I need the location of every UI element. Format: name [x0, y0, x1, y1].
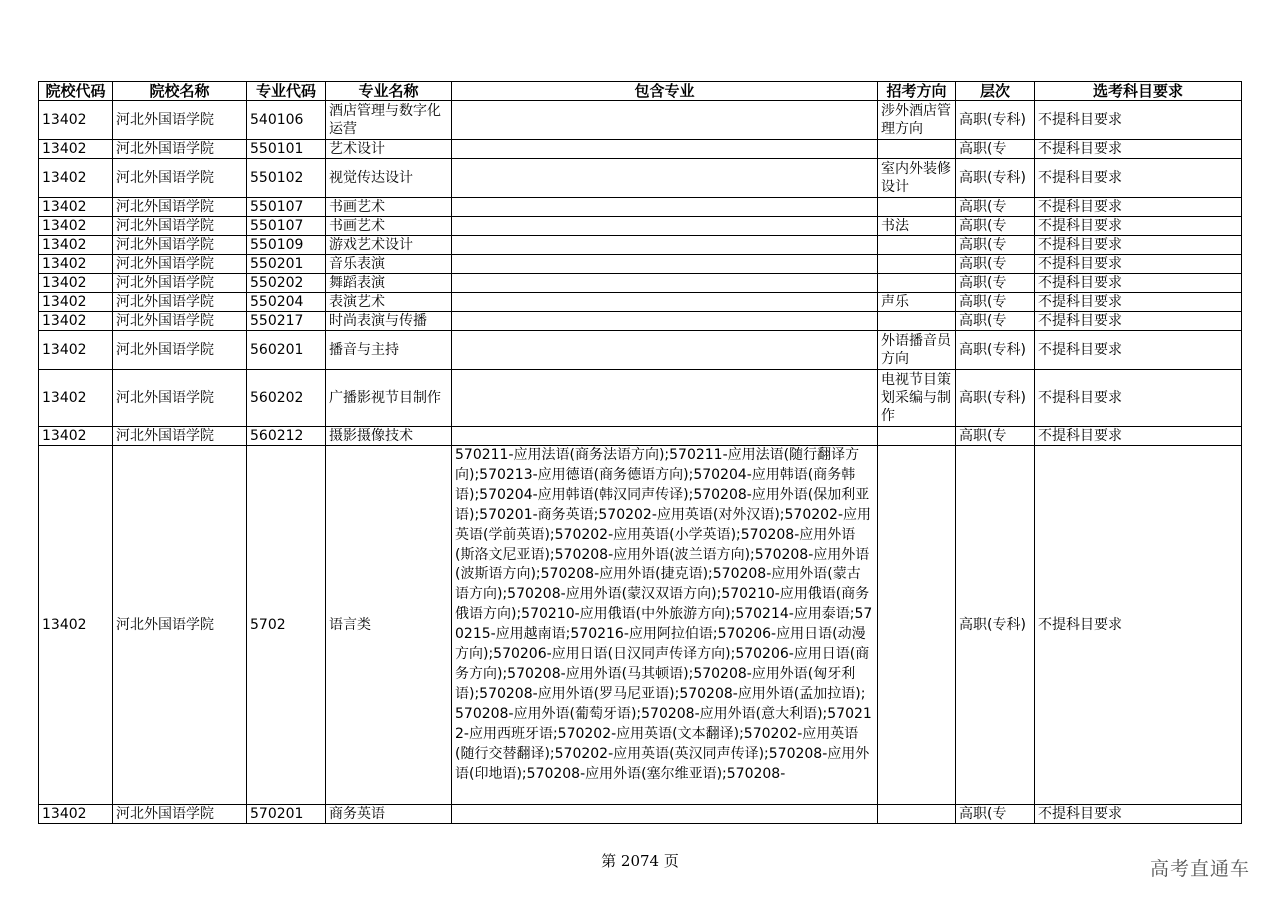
cell-school-code: 13402: [39, 217, 113, 236]
cell-major-code: 550102: [247, 159, 326, 198]
cell-major-code: 550217: [247, 312, 326, 331]
table-row: [39, 198, 1242, 217]
cell-included-majors: [452, 217, 878, 236]
header-subject-requirement: 选考科目要求: [1035, 82, 1242, 101]
table-row: [39, 159, 1242, 198]
cell-major-name: 视觉传达设计: [326, 159, 452, 198]
cell-school-name: 河北外国语学院: [113, 370, 247, 427]
admissions-table: [38, 81, 1242, 824]
table-row: [39, 312, 1242, 331]
table-row: [39, 427, 1242, 446]
cell-direction: 电视节目策划采编与制作: [878, 370, 956, 427]
cell-major-code: 560212: [247, 427, 326, 446]
cell-subject-requirement: 不提科目要求: [1035, 159, 1242, 198]
cell-school-code: 13402: [39, 805, 113, 824]
cell-included-majors: [452, 293, 878, 312]
cell-included-majors: [452, 331, 878, 370]
cell-direction: [878, 427, 956, 446]
table-row: [39, 217, 1242, 236]
cell-school-name: 河北外国语学院: [113, 236, 247, 255]
cell-subject-requirement: 不提科目要求: [1035, 331, 1242, 370]
cell-subject-requirement: 不提科目要求: [1035, 274, 1242, 293]
cell-major-code: 550101: [247, 140, 326, 159]
cell-level: 高职(专: [956, 805, 1035, 824]
cell-level: 高职(专: [956, 293, 1035, 312]
cell-major-name: 广播影视节目制作: [326, 370, 452, 427]
cell-direction: [878, 140, 956, 159]
table-row: [39, 370, 1242, 427]
table-row: [39, 805, 1242, 824]
cell-included-majors: [452, 370, 878, 427]
cell-major-code: 560202: [247, 370, 326, 427]
cell-included-majors: [452, 274, 878, 293]
cell-level: 高职(专: [956, 198, 1035, 217]
cell-included-majors: [452, 805, 878, 824]
cell-direction: [878, 312, 956, 331]
cell-subject-requirement: 不提科目要求: [1035, 446, 1242, 805]
header-major-code: 专业代码: [247, 82, 326, 101]
cell-school-name: 河北外国语学院: [113, 198, 247, 217]
table-row: [39, 255, 1242, 274]
cell-included-majors: [452, 140, 878, 159]
cell-subject-requirement: 不提科目要求: [1035, 236, 1242, 255]
cell-major-code: 560201: [247, 331, 326, 370]
cell-subject-requirement: 不提科目要求: [1035, 312, 1242, 331]
cell-direction: [878, 805, 956, 824]
cell-school-code: 13402: [39, 370, 113, 427]
cell-level: 高职(专科): [956, 101, 1035, 140]
cell-school-code: 13402: [39, 446, 113, 805]
cell-major-name: 游戏艺术设计: [326, 236, 452, 255]
cell-direction: [878, 274, 956, 293]
cell-school-code: 13402: [39, 331, 113, 370]
cell-major-name: 舞蹈表演: [326, 274, 452, 293]
cell-school-code: 13402: [39, 140, 113, 159]
watermark-logo: 高考直通车: [1149, 858, 1250, 880]
cell-major-name: 艺术设计: [326, 140, 452, 159]
header-school-name: 院校名称: [113, 82, 247, 101]
cell-subject-requirement: 不提科目要求: [1035, 101, 1242, 140]
cell-school-name: 河北外国语学院: [113, 446, 247, 805]
cell-level: 高职(专: [956, 427, 1035, 446]
cell-major-name: 表演艺术: [326, 293, 452, 312]
cell-major-name: 摄影摄像技术: [326, 427, 452, 446]
cell-major-code: 550107: [247, 198, 326, 217]
cell-direction: 涉外酒店管理方向: [878, 101, 956, 140]
cell-direction: 声乐: [878, 293, 956, 312]
cell-major-code: 550202: [247, 274, 326, 293]
table-body: [39, 101, 1242, 824]
cell-major-code: 550107: [247, 217, 326, 236]
cell-direction: [878, 446, 956, 805]
header-school-code: 院校代码: [39, 82, 113, 101]
cell-major-name: 时尚表演与传播: [326, 312, 452, 331]
cell-level: 高职(专: [956, 274, 1035, 293]
cell-level: 高职(专科): [956, 331, 1035, 370]
cell-direction: [878, 236, 956, 255]
cell-subject-requirement: 不提科目要求: [1035, 805, 1242, 824]
cell-level: 高职(专: [956, 236, 1035, 255]
cell-level: 高职(专科): [956, 159, 1035, 198]
cell-school-code: 13402: [39, 293, 113, 312]
cell-subject-requirement: 不提科目要求: [1035, 255, 1242, 274]
cell-level: 高职(专: [956, 255, 1035, 274]
cell-school-code: 13402: [39, 198, 113, 217]
cell-level: 高职(专科): [956, 446, 1035, 805]
cell-major-code: 550204: [247, 293, 326, 312]
cell-school-code: 13402: [39, 159, 113, 198]
table-row: [39, 236, 1242, 255]
cell-school-code: 13402: [39, 236, 113, 255]
cell-major-name: 语言类: [326, 446, 452, 805]
cell-subject-requirement: 不提科目要求: [1035, 217, 1242, 236]
cell-subject-requirement: 不提科目要求: [1035, 427, 1242, 446]
cell-school-code: 13402: [39, 274, 113, 293]
cell-major-name: 书画艺术: [326, 217, 452, 236]
cell-included-majors: [452, 236, 878, 255]
cell-school-name: 河北外国语学院: [113, 331, 247, 370]
table-row: [39, 331, 1242, 370]
cell-school-name: 河北外国语学院: [113, 159, 247, 198]
cell-level: 高职(专: [956, 217, 1035, 236]
table-row: [39, 274, 1242, 293]
header-row: [39, 82, 1242, 101]
cell-school-name: 河北外国语学院: [113, 805, 247, 824]
cell-major-code: 550109: [247, 236, 326, 255]
header-direction: 招考方向: [878, 82, 956, 101]
table-row: [39, 101, 1242, 140]
cell-school-code: 13402: [39, 101, 113, 140]
cell-level: 高职(专科): [956, 370, 1035, 427]
cell-direction: [878, 198, 956, 217]
cell-included-majors: [452, 159, 878, 198]
cell-included-majors: [452, 101, 878, 140]
cell-major-name: 音乐表演: [326, 255, 452, 274]
cell-level: 高职(专: [956, 312, 1035, 331]
cell-school-name: 河北外国语学院: [113, 255, 247, 274]
cell-school-name: 河北外国语学院: [113, 274, 247, 293]
table-row: [39, 293, 1242, 312]
cell-school-code: 13402: [39, 255, 113, 274]
cell-major-code: 570201: [247, 805, 326, 824]
cell-major-name: 播音与主持: [326, 331, 452, 370]
header-major-name: 专业名称: [326, 82, 452, 101]
cell-included-majors: [452, 312, 878, 331]
table-row: [39, 140, 1242, 159]
header-included-majors: 包含专业: [452, 82, 878, 101]
cell-major-code: 550201: [247, 255, 326, 274]
cell-school-name: 河北外国语学院: [113, 427, 247, 446]
cell-direction: 书法: [878, 217, 956, 236]
cell-school-code: 13402: [39, 312, 113, 331]
cell-subject-requirement: 不提科目要求: [1035, 293, 1242, 312]
cell-school-name: 河北外国语学院: [113, 101, 247, 140]
cell-school-name: 河北外国语学院: [113, 293, 247, 312]
table-row: [39, 446, 1242, 805]
cell-direction: 外语播音员方向: [878, 331, 956, 370]
cell-included-majors: [452, 427, 878, 446]
cell-included-majors: [452, 198, 878, 217]
cell-school-code: 13402: [39, 427, 113, 446]
cell-direction: [878, 255, 956, 274]
header-level: 层次: [956, 82, 1035, 101]
cell-subject-requirement: 不提科目要求: [1035, 198, 1242, 217]
cell-school-name: 河北外国语学院: [113, 312, 247, 331]
cell-subject-requirement: 不提科目要求: [1035, 370, 1242, 427]
cell-direction: 室内外装修设计: [878, 159, 956, 198]
cell-major-name: 商务英语: [326, 805, 452, 824]
cell-school-name: 河北外国语学院: [113, 140, 247, 159]
cell-major-code: 5702: [247, 446, 326, 805]
cell-level: 高职(专: [956, 140, 1035, 159]
cell-school-name: 河北外国语学院: [113, 217, 247, 236]
cell-subject-requirement: 不提科目要求: [1035, 140, 1242, 159]
cell-major-name: 酒店管理与数字化运营: [326, 101, 452, 140]
cell-included-majors: 570211-应用法语(商务法语方向);570211-应用法语(随行翻译方向);570213-应用德语(商务德语方向);570204-应用韩语(商务韩语);570204-应用韩语(韩汉同声传译);570208-应用外语(保加利亚语);570201-商务英语;570202-应用英语(对外汉语);570202-应用英语(学前英语);570202-应用英语(小学英语);570208-应用外语(斯洛文尼亚语);570208-应用外语(波兰语方向);570208-应用外语(波斯语方向);570208-应用外语(捷克语);570208-应用外语(蒙古语方向);570208-应用外语(蒙汉双语方向);570210-应用俄语(商务俄语方向);570210-应用俄语(中外旅游方向);570214-应用泰语;570215-应用越南语;570216-应用阿拉伯语;570206-应用日语(动漫方向);570206-应用日语(日汉同声传译方向);570206-应用日语(商务方向);570208-应用外语(马其顿语);570208-应用外语(匈牙利语);570208-应用外语(罗马尼亚语);570208-应用外语(孟加拉语);570208-应用外语(葡萄牙语);570208-应用外语(意大利语);570212-应用西班牙语;570202-应用英语(文本翻译);570202-应用英语(随行交替翻译);570202-应用英语(英汉同声传译);570208-应用外语(印地语);570208-应用外语(塞尔维亚语);570208-: [452, 446, 878, 805]
page-number: 第 2074 页: [601, 852, 679, 870]
cell-major-name: 书画艺术: [326, 198, 452, 217]
cell-included-majors: [452, 255, 878, 274]
cell-major-code: 540106: [247, 101, 326, 140]
